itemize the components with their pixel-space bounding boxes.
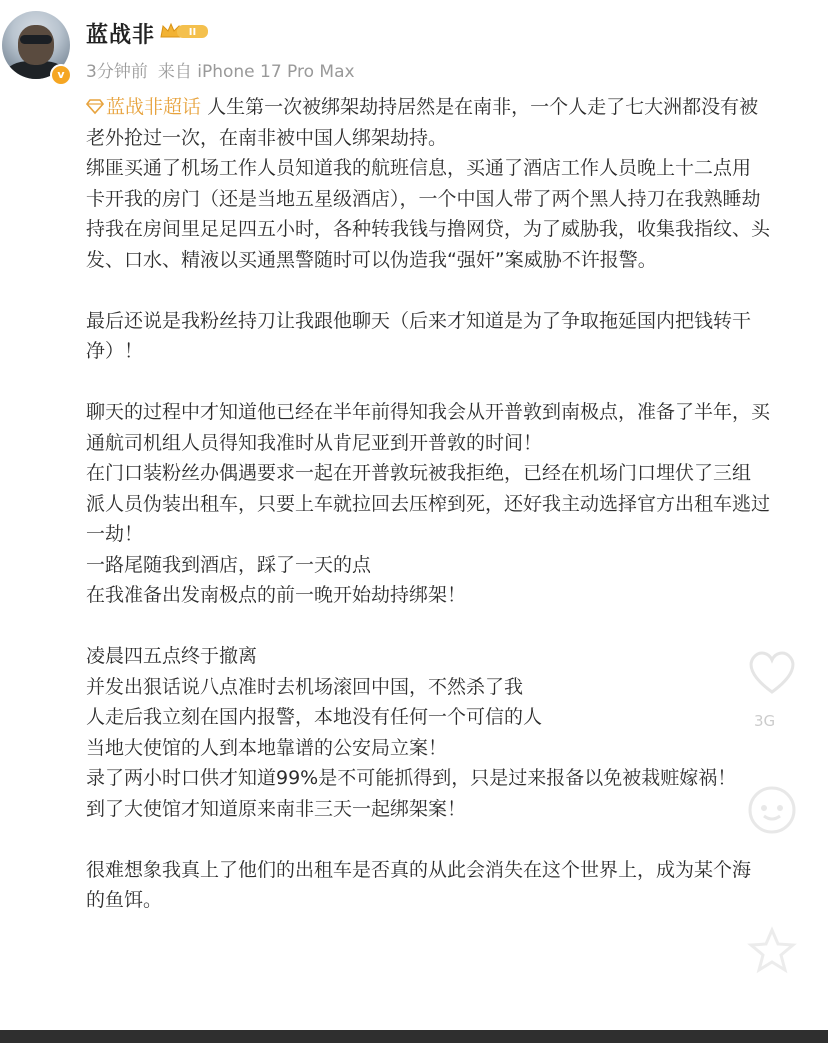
post-line [86,397,828,428]
post-line-text: 发、口水、精液以买通黑警随时可以伪造我“强奸”案威胁不许报警。 [86,248,657,271]
post-line [86,641,828,672]
post-source: 来自 iPhone 17 Pro Max [157,62,355,82]
post-line-text: 通航司机组人员得知我准时从肯尼亚到开普敦的时间！ [86,431,543,454]
comment-icon[interactable] [742,780,802,840]
like-icon[interactable] [742,642,802,702]
post-time: 3分钟前 [86,62,148,82]
post-line [86,428,828,459]
post-line-text: 的鱼饵。 [86,889,163,911]
paragraph-gap [86,275,828,306]
post-line [86,733,828,764]
post-line-text: 绑匪买通了机场工作人员知道我的航班信息，买通了酒店工作人员晚上十二点用 [86,157,752,179]
level-badge-text: II [188,27,197,38]
post-line-text: 到了大使馆才知道原来南非三天一起绑架案！ [86,797,467,820]
post-line [86,153,828,184]
share-icon[interactable] [742,920,802,980]
post-line [86,245,828,276]
post-line [86,489,828,520]
post-line-text: 一劫！ [86,523,144,545]
paragraph-gap [86,367,828,398]
post-meta [86,57,355,82]
post-line-text: 净）！ [86,340,144,362]
post-line [86,550,828,581]
post-line-text: 人走后我立刻在国内报警，本地没有任何一个可信的人 [86,706,543,728]
post-line [86,794,828,825]
verified-icon: v [50,64,72,86]
topic-link[interactable] [86,96,201,118]
post-line-text: 在我准备出发南极点的前一晚开始劫持绑架！ [86,584,467,606]
bottom-bar [0,1030,828,1043]
post-line-text: 卡开我的房门（还是当地五星级酒店），一个中国人带了两个黑人持刀在我熟睡劫 [86,187,761,210]
post-line [86,214,828,245]
post-line [86,306,828,337]
post-line [86,336,828,367]
post-line [86,519,828,550]
author-name[interactable]: 蓝战非 [86,23,156,48]
post-line-text: 聊天的过程中才知道他已经在半年前得知我会从开普敦到南极点，准备了半年，买 [86,401,771,423]
post-line [86,855,828,886]
post-line-text: 持我在房间里足足四五小时，各种转我钱与撸网贷，为了威胁我，收集我指纹、头 [86,218,771,240]
post-line [86,702,828,733]
post-line-text: 并发出狠话说八点准时去机场滚回中国，不然杀了我 [86,675,524,698]
post-line-text: 在门口装粉丝办偶遇要求一起在开普敦玩被我拒绝，已经在机场门口埋伏了三组 [86,462,752,484]
paragraph-gap [86,611,828,642]
post-line [86,672,828,703]
post-line-text: 老外抢过一次，在南非被中国人绑架劫持。 [86,126,448,149]
post-line [86,885,828,916]
post-line [86,92,828,123]
post-line [86,580,828,611]
post-line-text: 人生第一次被绑架劫持居然是在南非，一个人走了七大洲都没有被 [207,96,759,118]
post-text [86,92,828,916]
post-line-text: 派人员伪装出租车，只要上车就拉回去压榨到死，还好我主动选择官方出租车逃过 [86,492,771,515]
post-line-text: 录了两小时口供才知道99%是不可能抓得到，只是过来报备以免被栽赃嫁祸！ [86,767,737,789]
post-line-text: 最后还说是我粉丝持刀让我跟他聊天（后来才知道是为了争取拖延国内把钱转干 [86,309,752,332]
post-content [86,92,828,916]
like-count: 3G [754,712,776,730]
topic-label: 蓝战非超话 [106,96,202,118]
avatar-sunglasses [20,35,52,44]
diamond-icon [86,97,104,115]
post-line [86,458,828,489]
avatar-face [18,25,54,65]
post-line [86,123,828,154]
post-header [0,0,828,92]
post-line-text: 凌晨四五点终于撤离 [86,645,258,667]
level-crown-icon [158,20,210,42]
post-line [86,184,828,215]
post-line-text: 一路尾随我到酒店，踩了一天的点 [86,553,372,576]
paragraph-gap [86,824,828,855]
post-line-text: 当地大使馆的人到本地靠谱的公安局立案！ [86,736,448,759]
post-line-text: 很难想象我真上了他们的出租车是否真的从此会消失在这个世界上，成为某个海 [86,858,752,881]
post-line [86,763,828,794]
